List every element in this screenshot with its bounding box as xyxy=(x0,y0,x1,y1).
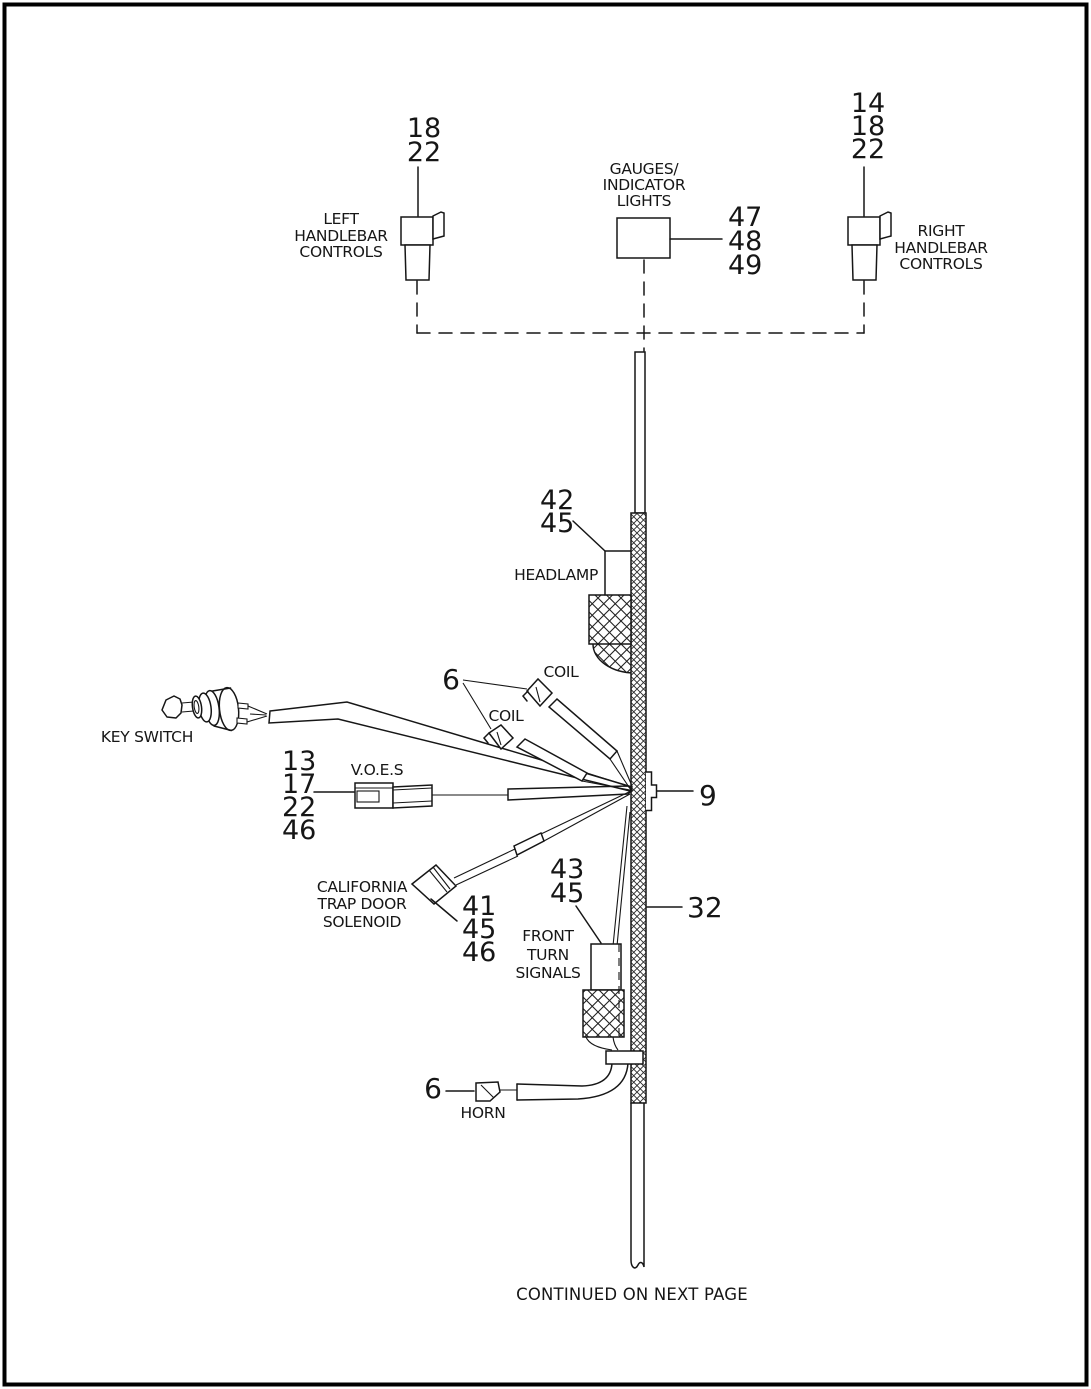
harness-bottom-tube xyxy=(631,1103,644,1268)
label-front-turn-3: SIGNALS xyxy=(515,964,581,982)
label-voes: V.O.E.S xyxy=(350,761,404,779)
label-horn: HORN xyxy=(460,1104,506,1122)
callout-turn-43: 43 xyxy=(550,854,585,885)
callout-left-18: 18 xyxy=(406,113,442,144)
gauges-indicator-lights-box xyxy=(617,218,722,258)
callout-headlamp-42: 42 xyxy=(540,485,575,516)
callout-california-41: 41 xyxy=(462,891,497,922)
callout-right-22: 22 xyxy=(850,134,886,165)
front-turn-signals-drawing xyxy=(576,806,630,1050)
callout-voes-13: 13 xyxy=(282,746,317,777)
label-right-handlebar-2: HANDLEBAR xyxy=(894,239,988,257)
callout-right-14: 14 xyxy=(850,88,886,119)
callout-california-45: 45 xyxy=(462,914,497,945)
california-solenoid-drawing xyxy=(412,791,631,921)
callout-voes-22: 22 xyxy=(282,792,317,823)
key-switch-drawing xyxy=(162,687,267,732)
label-california-3: SOLENOID xyxy=(322,913,402,931)
callout-coils-6: 6 xyxy=(442,663,460,696)
callout-conduit-32: 32 xyxy=(687,891,723,924)
harness-braided-conduit xyxy=(631,513,646,1103)
label-california-2: TRAP DOOR xyxy=(317,895,407,913)
callout-turn-45: 45 xyxy=(550,878,585,909)
harness-top-tube xyxy=(635,352,645,513)
label-left-handlebar-2: HANDLEBAR xyxy=(294,227,388,245)
label-right-handlebar-3: CONTROLS xyxy=(899,255,983,273)
horn-drawing xyxy=(446,1063,628,1101)
callout-california-46: 46 xyxy=(462,937,497,968)
callout-gauges-48: 48 xyxy=(728,226,763,257)
dashed-bus-lines xyxy=(417,260,864,351)
callout-left-22: 22 xyxy=(406,137,442,168)
label-headlamp: HEADLAMP xyxy=(514,566,598,584)
label-gauges-3: LIGHTS xyxy=(616,192,672,210)
callout-junction-9: 9 xyxy=(699,779,717,812)
voes-connector-drawing xyxy=(314,783,632,808)
label-left-handlebar-3: CONTROLS xyxy=(299,243,383,261)
callout-horn-6: 6 xyxy=(424,1072,442,1105)
harness-clamp xyxy=(606,1051,643,1064)
label-right-handlebar-1: RIGHT xyxy=(917,222,965,240)
continued-note: CONTINUED ON NEXT PAGE xyxy=(516,1285,748,1304)
callout-voes-17: 17 xyxy=(282,769,317,800)
label-key-switch: KEY SWITCH xyxy=(100,728,194,746)
callout-gauges-47: 47 xyxy=(728,202,763,233)
left-handlebar-connector-drawing xyxy=(401,167,444,280)
callout-voes-46: 46 xyxy=(282,815,317,846)
label-gauges-2: INDICATOR xyxy=(602,176,686,194)
coil-connectors-drawing xyxy=(463,679,632,790)
label-front-turn-2: TURN xyxy=(527,946,569,964)
harness-junction-connector xyxy=(646,772,657,811)
callout-headlamp-45: 45 xyxy=(540,508,575,539)
label-gauges-1: GAUGES/ xyxy=(609,160,679,178)
callout-gauges-49: 49 xyxy=(728,250,763,281)
label-left-handlebar-1: LEFT xyxy=(323,210,359,228)
label-coil-lower: COIL xyxy=(488,707,524,725)
label-coil-upper: COIL xyxy=(543,663,579,681)
main-harness xyxy=(631,352,693,1268)
label-california-1: CALIFORNIA xyxy=(316,878,408,896)
callout-right-18: 18 xyxy=(850,111,886,142)
label-front-turn-1: FRONT xyxy=(522,927,574,945)
right-handlebar-connector-drawing xyxy=(848,167,891,280)
